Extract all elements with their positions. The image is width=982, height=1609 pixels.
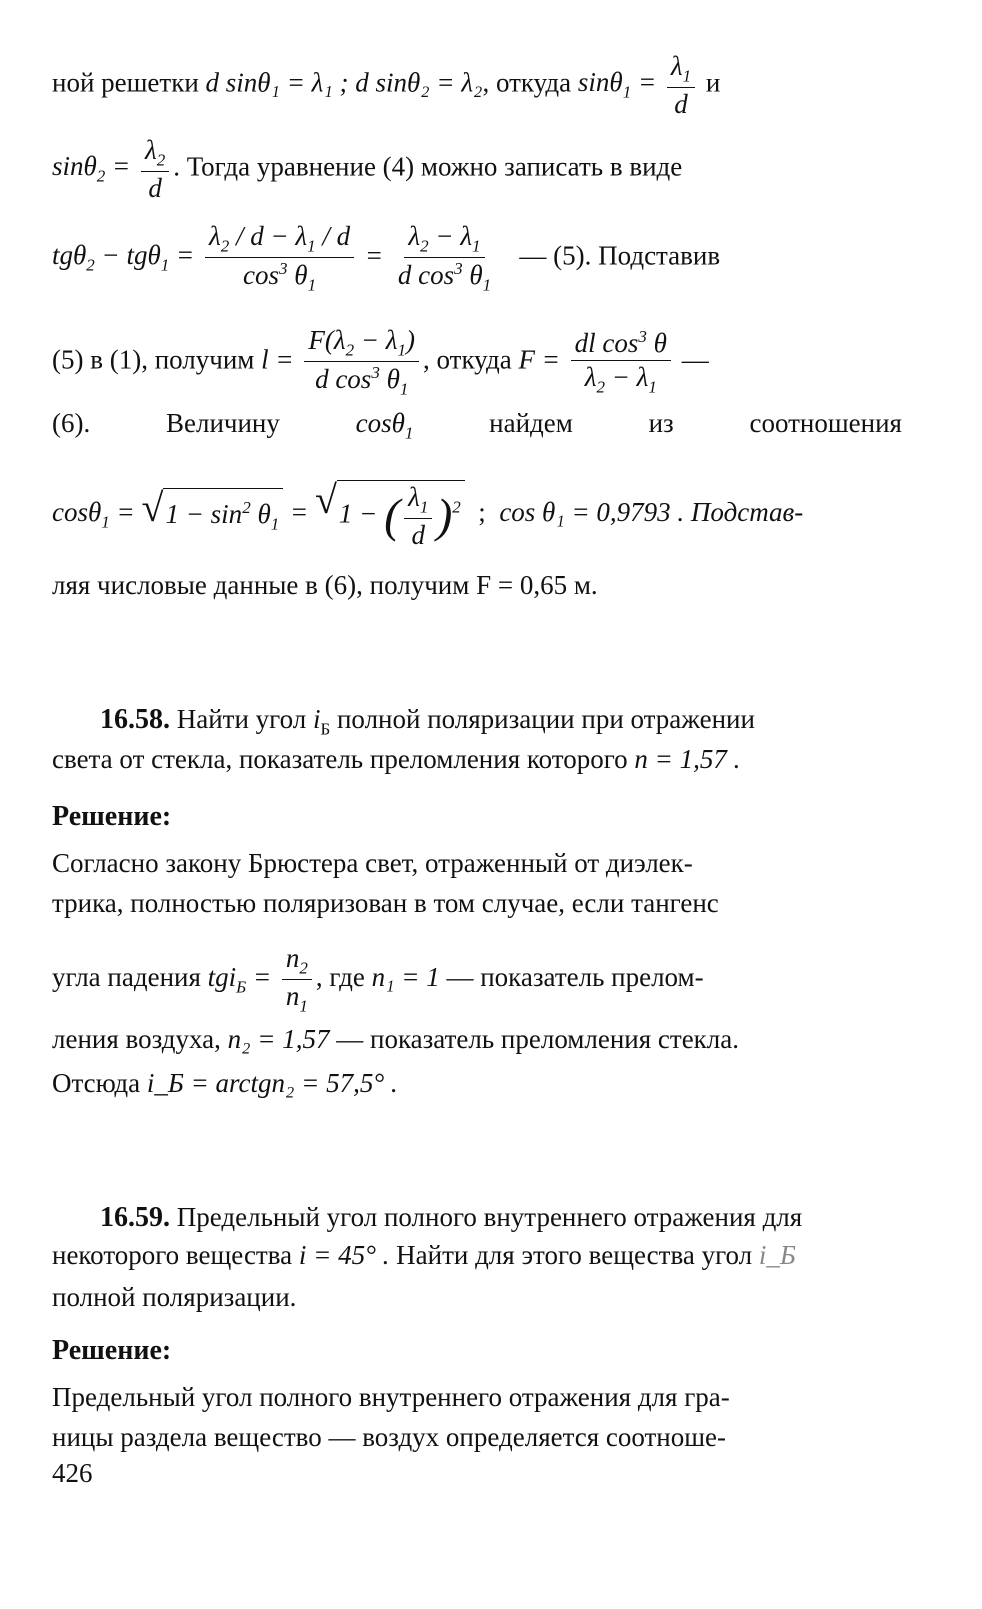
text: — (5). Подставив <box>519 240 721 271</box>
solution-59-line-2: ницы раздела вещество — воздух определяется соотноше- <box>52 1422 727 1452</box>
intro-line-2 <box>52 136 902 203</box>
formula: i = 45° . <box>298 1240 390 1270</box>
text: угла падения <box>52 961 201 992</box>
page-number: 426 <box>52 1458 93 1488</box>
text: ления воздуха, <box>52 1024 221 1054</box>
text: соотношения <box>749 408 902 438</box>
solution-heading-59: Решение: <box>52 1335 172 1366</box>
intro-line-1 <box>52 52 902 119</box>
fraction: $\frac{\lambda_2 / d - \lambda_1 / d}{\cos^3 \theta_1}$ <box>205 222 354 294</box>
solution-58-line-5 <box>52 1066 902 1100</box>
text: из <box>648 408 674 438</box>
text: и <box>705 67 721 98</box>
sqrt: √ 1 − ( $\frac{\lambda_1}{d}$ )$^2$ <box>315 480 465 550</box>
text: полной поляризации при отражении <box>336 704 755 734</box>
text: некоторого вещества <box>52 1240 293 1270</box>
problem-number: 16.59. <box>100 1202 170 1233</box>
intro-line-3: tgθ$_2$ − tgθ$_1$ = $\frac{\lambda_2 / d - \lambda_1 / d}{\cos^3 \theta_1}$ = $\frac{\lambda_2 - \lambda_1}{d \cos^3 \theta_1}$ — (5). Подставив <box>52 221 721 295</box>
problem-59-line-3: полной поляризации. <box>52 1282 297 1312</box>
fraction: $\frac{\lambda_1}{d}$ <box>667 52 695 119</box>
text: . Тогда уравнение (4) можно записать в виде <box>173 151 683 182</box>
fraction: $\frac{dl \cos^3 \theta}{\lambda_2 - \lambda_1}$ <box>571 328 671 396</box>
formula-sin-theta2: sinθ$_2$ = <box>52 151 131 186</box>
formula-cos-theta1: cosθ$_1$ <box>355 408 414 443</box>
problem-59-line-1 <box>52 1200 902 1235</box>
solution-58-line-4 <box>52 1022 902 1056</box>
solution-58-line-2: трика, полностью поляризован в том случае, если тангенс <box>52 888 719 918</box>
variable: i <box>312 704 321 734</box>
intro-line-4: (5) в (1), получим l = $\frac{F(\lambda_2 - \lambda_1)}{d \cos^3 \theta_1}$ , откуда F = $\frac{dl \cos^3 \theta}{\lambda_2 - \lambda_1}$ — <box>52 325 709 399</box>
variable: i_Б <box>758 1240 796 1270</box>
text: Величину <box>165 408 280 438</box>
solution-58-line-3: угла падения tgi$_Б$ = $\frac{n_2}{n_1}$ , где n₁ = 1 — показатель прелом- <box>52 943 704 1016</box>
formula: n₂ = 1,57 <box>227 1024 330 1054</box>
problem-59-line-2 <box>52 1238 902 1272</box>
formula: n = 1,57 . <box>634 744 741 774</box>
formula: n₁ = 1 <box>371 961 440 992</box>
problem-number: 16.58. <box>100 704 170 735</box>
text: Предельный угол полного внутреннего отражения для <box>176 1202 803 1232</box>
formula: d sinθ₁ = λ₁ ; <box>205 67 349 98</box>
solution-58-line-1: Согласно закону Брюстера свет, отраженный от диэлек- <box>52 848 693 878</box>
intro-line-7 <box>52 568 902 602</box>
text: (6). <box>52 408 91 438</box>
text: Отсюда <box>52 1068 141 1098</box>
text: , где <box>315 961 365 992</box>
problem-58-line-1 <box>52 702 902 746</box>
problem-58-line-2 <box>52 742 902 776</box>
text: — показатель преломления стекла. <box>336 1024 740 1054</box>
fraction: $\frac{n_2}{n_1}$ <box>282 944 312 1015</box>
fraction: $\frac{F(\lambda_2 - \lambda_1)}{d \cos^3 \theta_1}$ <box>304 326 419 398</box>
fraction: $\frac{\lambda_2 - \lambda_1}{d \cos^3 \theta_1}$ <box>397 221 492 295</box>
intro-line-6: cosθ$_1$ = √ $1 - \sin^2 \theta_1$ = √ 1 − ( $\frac{\lambda_1}{d}$ )$^2$ ; cos θ₁ = 0,9793 . Подстав- <box>52 477 804 551</box>
sqrt: √ $1 - \sin^2 \theta_1$ <box>142 488 284 541</box>
text: (5) в (1), получим <box>52 344 255 375</box>
text: , откуда <box>423 344 512 375</box>
formula: i_Б = arctgn₂ = 57,5° . <box>146 1068 398 1098</box>
subscript: Б <box>320 719 331 739</box>
text: Найти угол <box>176 704 307 734</box>
text: Найти для этого вещества угол <box>396 1240 753 1270</box>
intro-line-5 <box>52 406 902 450</box>
text: найдем <box>489 408 573 438</box>
formula: d sinθ₂ = λ₂ <box>355 67 483 98</box>
formula-sin-theta1: sinθ$_1$ = <box>577 67 657 102</box>
text: света от стекла, показатель преломления которого <box>52 744 628 774</box>
formula-tg: tgθ$_2$ − tgθ$_1$ = <box>52 240 195 275</box>
solution-heading-58: Решение: <box>52 801 172 832</box>
text: — показатель прелом- <box>446 961 704 992</box>
text: ляя числовые данные в (6), получим F = 0,65 м. <box>52 570 598 600</box>
fraction: $\frac{\lambda_2}{d}$ <box>141 136 169 203</box>
solution-59-line-1: Предельный угол полного внутреннего отражения для гра- <box>52 1382 730 1412</box>
text: ной решетки <box>52 67 199 98</box>
text: , откуда <box>482 67 572 98</box>
text: cos θ₁ = 0,9793 . Подстав- <box>499 496 804 527</box>
